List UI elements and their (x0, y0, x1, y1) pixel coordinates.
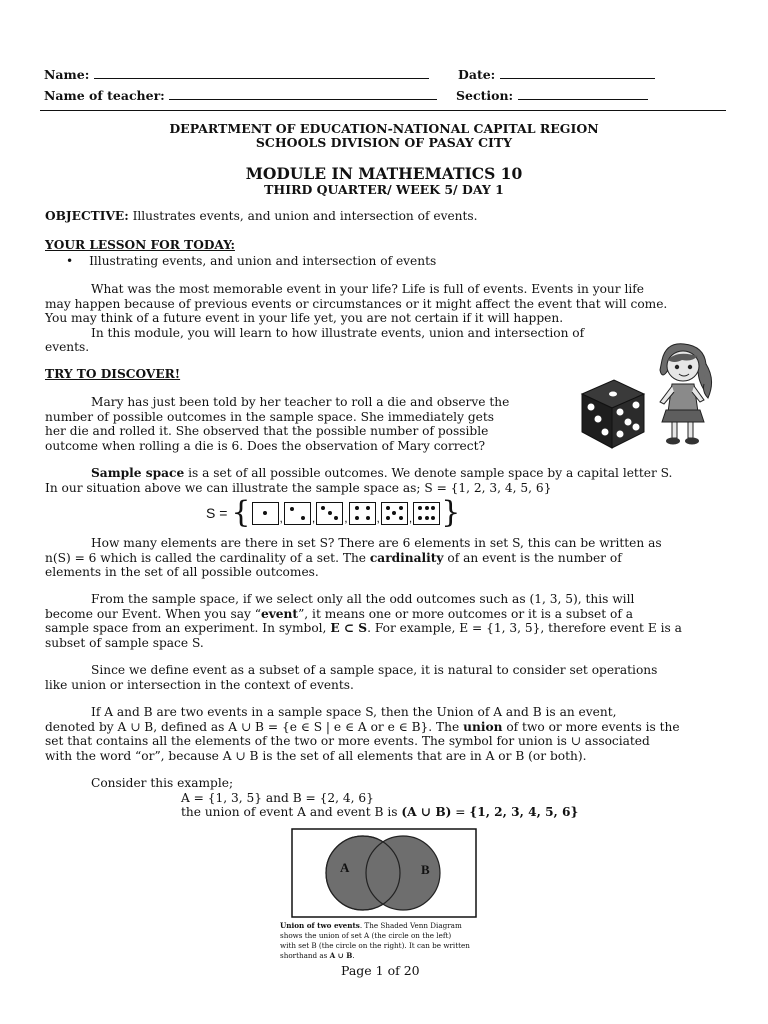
example-union-result: {1, 2, 3, 4, 5, 6} (469, 805, 579, 819)
objective-label: OBJECTIVE: (45, 209, 129, 223)
dice-set (206, 495, 461, 530)
die-pip (386, 516, 390, 520)
die-pip (328, 511, 332, 515)
cardinality-line3: elements in the set of all possible outcomes. (45, 565, 319, 580)
die-pip (399, 506, 403, 510)
event-line1: From the sample space, if we select only all the odd outcomes such as (1, 3, 5), this will (91, 592, 635, 606)
die-separator: , (279, 510, 283, 525)
lesson-bullet (66, 254, 436, 269)
die-pip (263, 511, 267, 515)
venn-diagram (291, 828, 477, 918)
header-divider (40, 110, 726, 111)
name-field[interactable] (44, 66, 429, 82)
union-line2a: denoted by A ∪ B, defined as A ∪ B = {e ∈ S | e ∈ A or e ∈ B}. The (45, 719, 464, 734)
union-term: union (463, 719, 503, 734)
module-title: MODULE IN MATHEMATICS 10 (245, 164, 523, 183)
division-title: SCHOOLS DIVISION OF PASAY CITY (255, 135, 513, 150)
venn-caption (280, 921, 470, 961)
event-line2a: become our Event. When you say “ (45, 606, 261, 621)
discover-line: number of possible outcomes in the sample space. She immediately gets (45, 409, 495, 424)
cardinality-line1: How many elements are there in set S? There are 6 elements in set S, this can be written as (91, 536, 662, 550)
die-pip (301, 516, 305, 520)
discover-heading: TRY TO DISCOVER! (45, 367, 181, 381)
date-blank[interactable] (500, 66, 655, 79)
die-separator: , (408, 510, 413, 525)
union-line4: with the word “or”, because A ∪ B is the set of all elements that are in A or B (or both). (45, 748, 587, 763)
page-number: Page 1 of 20 (341, 963, 420, 978)
lesson-paragraph-1 (45, 282, 667, 355)
discover-line: outcome when rolling a die is 6. Does the observation of Mary correct? (45, 438, 486, 453)
venn-caption-l3: with set B (the circle on the right). It can be written (280, 941, 470, 950)
quarter-title: THIRD QUARTER/ WEEK 5/ DAY 1 (264, 182, 504, 197)
die-pip (334, 516, 338, 520)
section-field[interactable] (456, 87, 648, 103)
die-face-5 (381, 502, 408, 525)
die-face-1 (252, 502, 279, 525)
event-paragraph (45, 592, 682, 650)
discover-line: Mary has just been told by her teacher to roll a die and observe the (91, 395, 510, 409)
venn-caption-l4-bold: A ∪ B (329, 951, 353, 960)
teacher-label: Name of teacher: (44, 88, 165, 103)
die-pip (321, 506, 325, 510)
cardinality-term: cardinality (369, 550, 444, 565)
die-pip (366, 506, 370, 510)
sample-space-term: Sample space (91, 466, 185, 480)
event-line3b: . For example, E = {1, 3, 5}, therefore event E is a (367, 621, 682, 636)
bullet-icon: • (66, 254, 74, 268)
example-result (181, 805, 578, 820)
example-result-text: the union of event A and event B is (181, 805, 402, 819)
cardinality-line2a: n(S) = 6 which is called the cardinality of a set. The (45, 550, 370, 565)
die-separator: , (311, 510, 316, 525)
sample-space-line1: is a set of all possible outcomes. We denote sample space by a capital letter S. (184, 466, 673, 480)
die-pip (366, 516, 370, 520)
teacher-field[interactable] (44, 87, 437, 103)
die-pip (355, 516, 359, 520)
die-face-3 (316, 502, 343, 525)
die-pip (425, 506, 429, 510)
right-brace: } (441, 495, 461, 530)
lesson-heading: YOUR LESSON FOR TODAY: (45, 238, 235, 252)
cardinality-line2b: of an event is the number of (443, 550, 622, 565)
lesson-bullet-text: Illustrating events, and union and intersection of events (89, 254, 437, 268)
dice-icon (572, 372, 652, 452)
teacher-blank[interactable] (169, 87, 437, 100)
die-pip (425, 516, 429, 520)
sample-space-paragraph (45, 466, 672, 495)
objective-text: Illustrates events, and union and intersection of events. (128, 209, 478, 223)
union-line1: If A and B are two events in a sample space S, then the Union of A and B is an event, (91, 705, 617, 719)
die-pip (392, 511, 396, 515)
die-pip (431, 506, 435, 510)
setops-line2: like union or intersection in the context of events. (45, 677, 354, 692)
setops-paragraph (45, 663, 657, 692)
event-line4: subset of sample space S. (45, 635, 204, 650)
example-sets: A = {1, 3, 5} and B = {2, 4, 6} (181, 791, 374, 805)
section-blank[interactable] (518, 87, 648, 100)
die-pip (418, 516, 422, 520)
setops-line1: Since we define event as a subset of a sample space, it is natural to consider set operations (91, 663, 658, 677)
event-line2b: ”, it means one or more outcomes or it is a subset of a (298, 606, 633, 621)
example-intro: Consider this example; (91, 776, 234, 790)
lesson-p1-line: may happen because of previous events or circumstances or it might affect the event that will come. (45, 296, 668, 311)
die-pip (418, 506, 422, 510)
venn-caption-l4b: . (352, 951, 355, 960)
union-line2b: of two or more events is the (502, 719, 680, 734)
venn-caption-l2: shows the union of set A (the circle on the left) (280, 931, 452, 940)
die-pip (290, 507, 294, 511)
discover-line: her die and rolled it. She observed that the possible number of possible (45, 424, 489, 439)
venn-caption-l4a: shorthand as (280, 951, 330, 960)
left-brace: { (231, 495, 251, 530)
date-label: Date: (458, 67, 496, 82)
venn-caption-l1: . The Shaded Venn Diagram (359, 921, 462, 930)
die-separator: , (344, 510, 348, 525)
lesson-p2-line: In this module, you will learn to how illustrate events, union and intersection of (91, 325, 585, 340)
event-line3a: sample space from an experiment. In symbol, (45, 621, 331, 636)
event-term: event (260, 606, 299, 621)
dice-faces (251, 502, 442, 525)
girl-illustration (646, 340, 718, 448)
date-field[interactable] (458, 66, 655, 82)
name-blank[interactable] (94, 66, 429, 79)
example-equals: = (451, 805, 470, 819)
discover-paragraph (45, 395, 509, 453)
objective (45, 209, 478, 224)
section-label: Section: (456, 88, 514, 103)
die-face-2 (284, 502, 311, 525)
union-line3: set that contains all the elements of the two or more events. The symbol for union is ∪ associated (45, 734, 650, 749)
die-face-4 (349, 502, 376, 525)
department-title: DEPARTMENT OF EDUCATION-NATIONAL CAPITAL REGION (169, 121, 599, 136)
die-pip (431, 516, 435, 520)
lesson-p1-line: You may think of a future event in your life yet, you are not certain if it will happen. (45, 311, 564, 326)
die-pip (386, 506, 390, 510)
s-label: S = (206, 505, 228, 521)
die-separator: , (376, 510, 380, 525)
example-union-symbol: (A ∪ B) (401, 805, 452, 819)
cardinality-paragraph (45, 536, 662, 580)
sample-space-line2: In our situation above we can illustrate the sample space as; S = {1, 2, 3, 4, 5, 6} (45, 480, 552, 495)
die-pip (355, 506, 359, 510)
die-pip (399, 516, 403, 520)
venn-label-b: B (421, 862, 430, 877)
event-symbol: E ⊂ S (330, 621, 368, 636)
lesson-p2-line: events. (45, 340, 90, 355)
lesson-p1-line: What was the most memorable event in your life? Life is full of events. Events in your life (91, 282, 644, 296)
venn-caption-title: Union of two events (280, 921, 360, 930)
die-face-6 (413, 502, 440, 525)
venn-label-a: A (340, 860, 350, 875)
union-paragraph (45, 705, 680, 763)
name-label: Name: (44, 67, 90, 82)
